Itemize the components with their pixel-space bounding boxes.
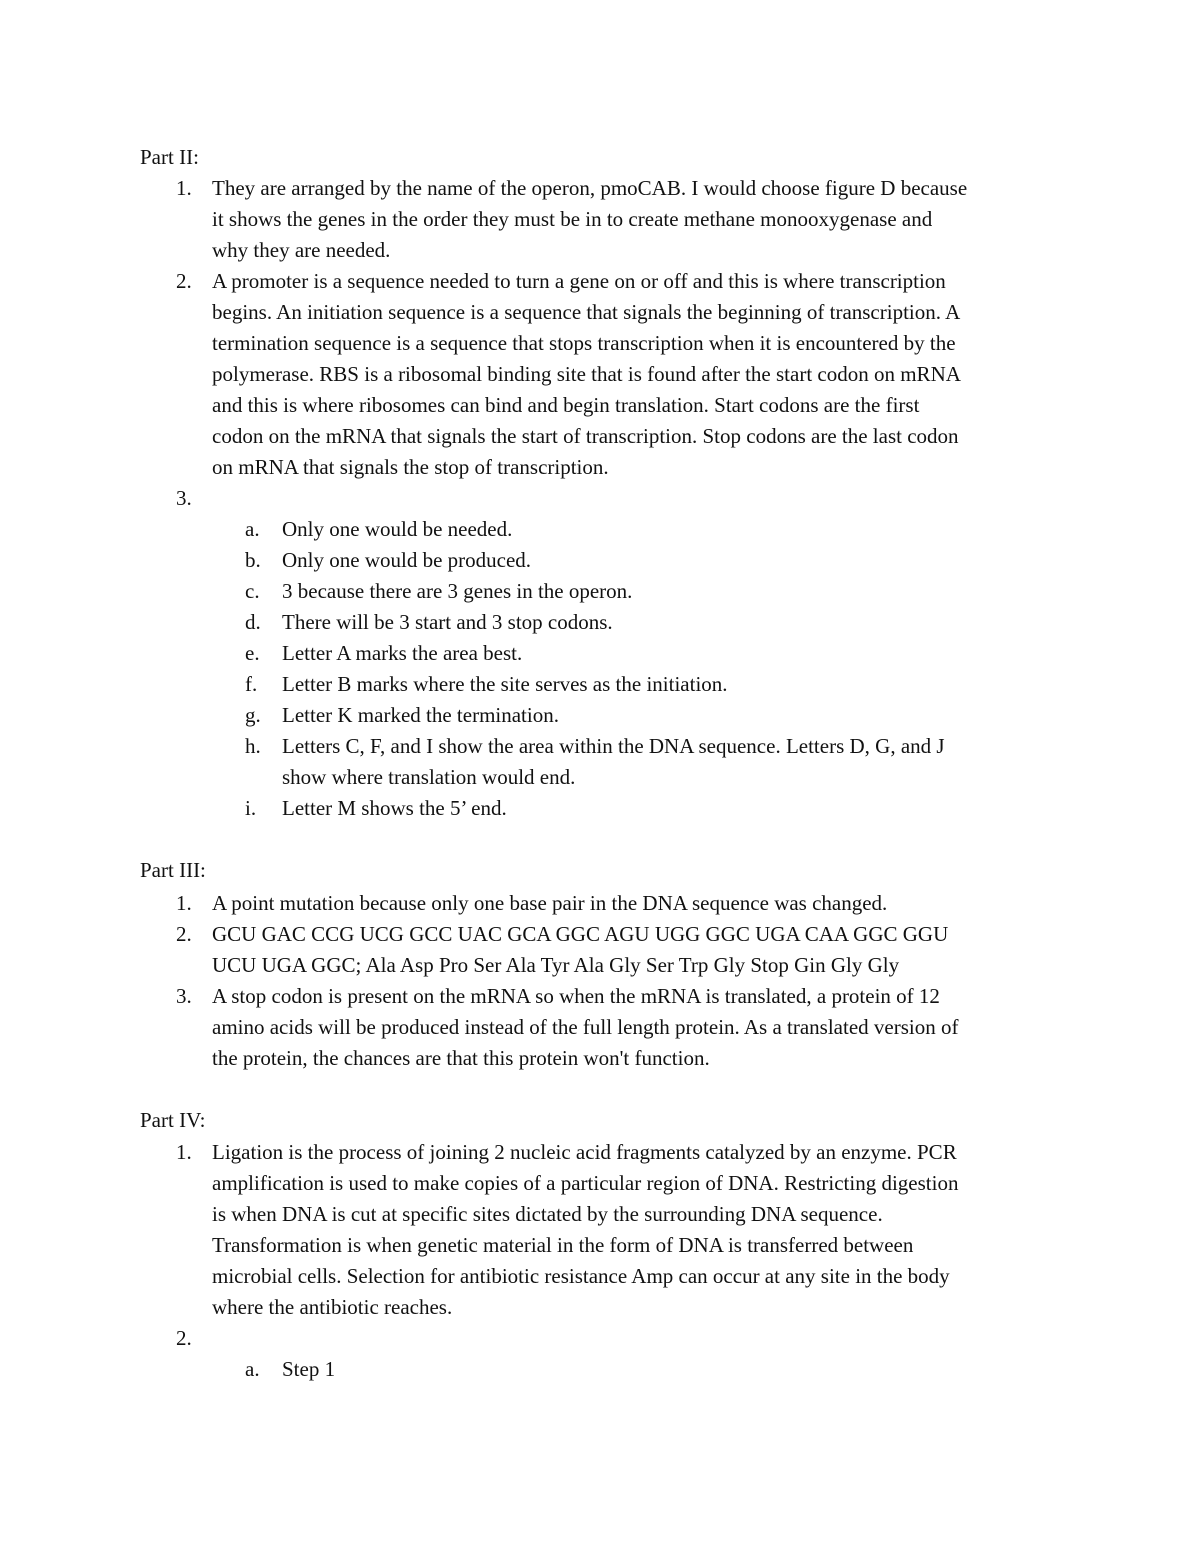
- list-text: [282, 731, 1072, 793]
- list-letter: b.: [245, 548, 261, 572]
- list-number: 2.: [176, 1326, 192, 1350]
- list-text: [212, 919, 1072, 981]
- text-line: codon on the mRNA that signals the start of transcription. Stop codons are the last codon: [212, 424, 959, 448]
- list-letter: a.: [245, 1357, 260, 1381]
- list-text: Only one would be needed.: [282, 517, 513, 541]
- text-line: They are arranged by the name of the operon, pmoCAB. I would choose figure D because: [212, 176, 968, 200]
- list-letter: h.: [245, 734, 261, 758]
- text-line: polymerase. RBS is a ribosomal binding site that is found after the start codon on mRNA: [212, 362, 961, 386]
- list-number: 3.: [176, 984, 192, 1008]
- list-letter: d.: [245, 610, 261, 634]
- list-text: Only one would be produced.: [282, 548, 532, 572]
- list-text: [212, 981, 1072, 1074]
- text-line: Letters C, F, and I show the area within the DNA sequence. Letters D, G, and J: [282, 734, 945, 758]
- list-text: Letter A marks the area best.: [282, 641, 523, 665]
- list-text: Letter K marked the termination.: [282, 703, 559, 727]
- text-line: amino acids will be produced instead of the full length protein. As a translated version of: [212, 1015, 959, 1039]
- list-text: [212, 1137, 1072, 1323]
- list-text: 3 because there are 3 genes in the operon.: [282, 579, 633, 603]
- text-line: A promoter is a sequence needed to turn a gene on or off and this is where transcription: [212, 269, 946, 293]
- text-line: and this is where ribosomes can bind and begin translation. Start codons are the first: [212, 393, 920, 417]
- list-letter: g.: [245, 703, 261, 727]
- part-4-heading: Part IV:: [140, 1108, 206, 1132]
- text-line: UCU UGA GGC; Ala Asp Pro Ser Ala Tyr Ala Gly Ser Trp Gly Stop Gin Gly Gly: [212, 953, 900, 977]
- text-line: show where translation would end.: [282, 765, 576, 789]
- text-line: termination sequence is a sequence that stops transcription when it is encountered by the: [212, 331, 956, 355]
- text-line: why they are needed.: [212, 238, 391, 262]
- text-line: Transformation is when genetic material in the form of DNA is transferred between: [212, 1233, 914, 1257]
- text-line: Ligation is the process of joining 2 nucleic acid fragments catalyzed by an enzyme. PCR: [212, 1140, 957, 1164]
- list-number: 1.: [176, 176, 192, 200]
- text-line: A stop codon is present on the mRNA so when the mRNA is translated, a protein of 12: [212, 984, 940, 1008]
- part-2-heading: Part II:: [140, 145, 199, 169]
- list-number: 2.: [176, 922, 192, 946]
- list-letter: i.: [245, 796, 257, 820]
- list-number: 1.: [176, 1140, 192, 1164]
- text-line: on mRNA that signals the stop of transcription.: [212, 455, 609, 479]
- list-text: [212, 173, 1072, 266]
- list-letter: c.: [245, 579, 260, 603]
- list-number: 2.: [176, 269, 192, 293]
- list-text: There will be 3 start and 3 stop codons.: [282, 610, 613, 634]
- text-line: amplification is used to make copies of a particular region of DNA. Restricting digestion: [212, 1171, 959, 1195]
- text-line: A point mutation because only one base pair in the DNA sequence was changed.: [212, 891, 888, 915]
- list-text: Letter M shows the 5’ end.: [282, 796, 507, 820]
- part-3-heading: Part III:: [140, 858, 206, 882]
- text-line: the protein, the chances are that this protein won't function.: [212, 1046, 710, 1070]
- list-number: 3.: [176, 486, 192, 510]
- list-letter: f.: [245, 672, 258, 696]
- list-text: Step 1: [282, 1357, 336, 1381]
- text-line: GCU GAC CCG UCG GCC UAC GCA GGC AGU UGG GGC UGA CAA GGC GGU: [212, 922, 949, 946]
- list-text: Letter B marks where the site serves as the initiation.: [282, 672, 728, 696]
- text-line: it shows the genes in the order they must be in to create methane monooxygenase and: [212, 207, 933, 231]
- list-letter: e.: [245, 641, 260, 665]
- text-line: is when DNA is cut at specific sites dictated by the surrounding DNA sequence.: [212, 1202, 883, 1226]
- list-text: [212, 266, 1072, 483]
- list-number: 1.: [176, 891, 192, 915]
- list-text: [212, 888, 1072, 919]
- text-line: where the antibiotic reaches.: [212, 1295, 453, 1319]
- text-line: microbial cells. Selection for antibiotic resistance Amp can occur at any site in the body: [212, 1264, 950, 1288]
- text-line: begins. An initiation sequence is a sequence that signals the beginning of transcription. A: [212, 300, 961, 324]
- list-letter: a.: [245, 517, 260, 541]
